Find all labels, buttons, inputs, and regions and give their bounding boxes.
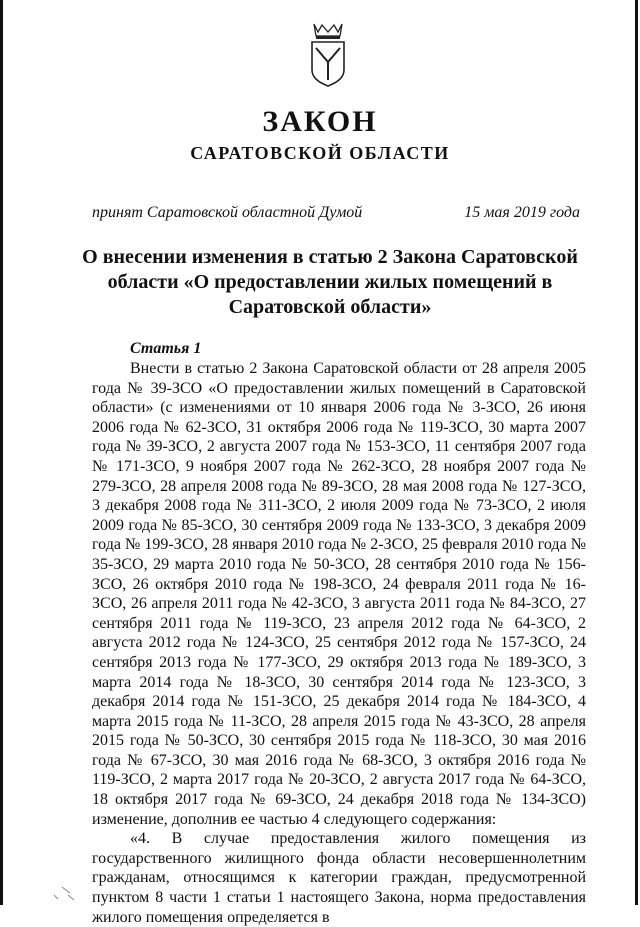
- law-region: САРАТОВСКОЙ ОБЛАСТИ: [190, 143, 450, 163]
- adoption-date: 15 мая 2019 года: [464, 204, 580, 221]
- paragraph: Внести в статью 2 Закона Саратовской области от 28 апреля 2005 года № 39-ЗСО «О предоставлении жилых помещений в Саратовской области» (с изменениями от 10 января 2006 года № 3-ЗСО, 26 июня 2006 года № 62-ЗСО, 31 октября 2006 года № 119-ЗСО, 30 марта 2007 года № 39-ЗСО, 2 августа 2007 года № 153-ЗСО, 11 сентября 2007 года № 171-ЗСО, 9 ноября 2007 года № 262-ЗСО, 28 ноября 2007 года № 279-ЗСО, 28 апреля 2008 года № 89-ЗСО, 28 мая 2008 года № 127-ЗСО, 3 декабря 2008 года № 311-ЗСО, 2 июля 2009 года № 73-ЗСО, 2 июля 2009 года № 85-ЗСО, 30 сентября 2009 года № 133-ЗСО, 3 декабря 2009 года № 199-ЗСО, 28 января 2010 года № 2-ЗСО, 25 февраля 2010 года № 35-ЗСО, 29 марта 2010 года № 50-ЗСО, 28 сентября 2010 года № 156-ЗСО, 26 октября 2010 года № 198-ЗСО, 24 февраля 2011 года № 16-ЗСО, 26 апреля 2011 года № 42-ЗСО, 3 августа 2011 года № 84-ЗСО, 27 сентября 2011 года № 119-ЗСО, 23 апреля 2012 года № 64-ЗСО, 2 августа 2012 года № 124-ЗСО, 25 сентября 2012 года № 157-ЗСО, 24 сентября 2013 года № 177-ЗСО, 29 октября 2013 года № 189-ЗСО, 3 марта 2014 года № 18-ЗСО, 30 сентября 2014 года № 123-ЗСО, 3 декабря 2014 года № 151-ЗСО, 25 декабря 2014 года № 184-ЗСО, 4 марта 2015 года № 11-ЗСО, 28 апреля 2015 года № 43-ЗСО, 28 апреля 2015 года № 50-ЗСО, 30 сентября 2015 года № 118-ЗСО, 30 мая 2016 года № 67-ЗСО, 30 мая 2016 года № 68-ЗСО, 3 октября 2016 года № 119-ЗСО, 2 марта 2017 года № 20-ЗСО, 2 августа 2017 года № 64-ЗСО, 18 октября 2017 года № 69-ЗСО, 24 декабря 2018 года № 134-ЗСО) изменение, дополнив ее частью 4 следующего содержания:: [92, 360, 586, 828]
- law-title: ЗАКОН: [262, 105, 378, 138]
- scan-artifact-icon: [50, 885, 80, 901]
- article-label: Статья 1: [130, 340, 202, 357]
- article-body: [92, 359, 586, 927]
- paragraph: «4. В случае предоставления жилого помещения из государственного жилищного фонда области несовершеннолетним гражданам, относящимся к категории граждан, предусмотренной пунктом 8 части 1 статьи 1 настоящего Закона, норма предоставления жилого помещения определяется в: [92, 830, 586, 926]
- law-heading: О внесении изменения в статью 2 Закона Саратовской области «О предоставлении жилых помещений в Саратовской области»: [82, 246, 578, 318]
- adopted-by: принят Саратовской областной Думой: [92, 204, 363, 221]
- coat-of-arms-icon: [308, 20, 348, 88]
